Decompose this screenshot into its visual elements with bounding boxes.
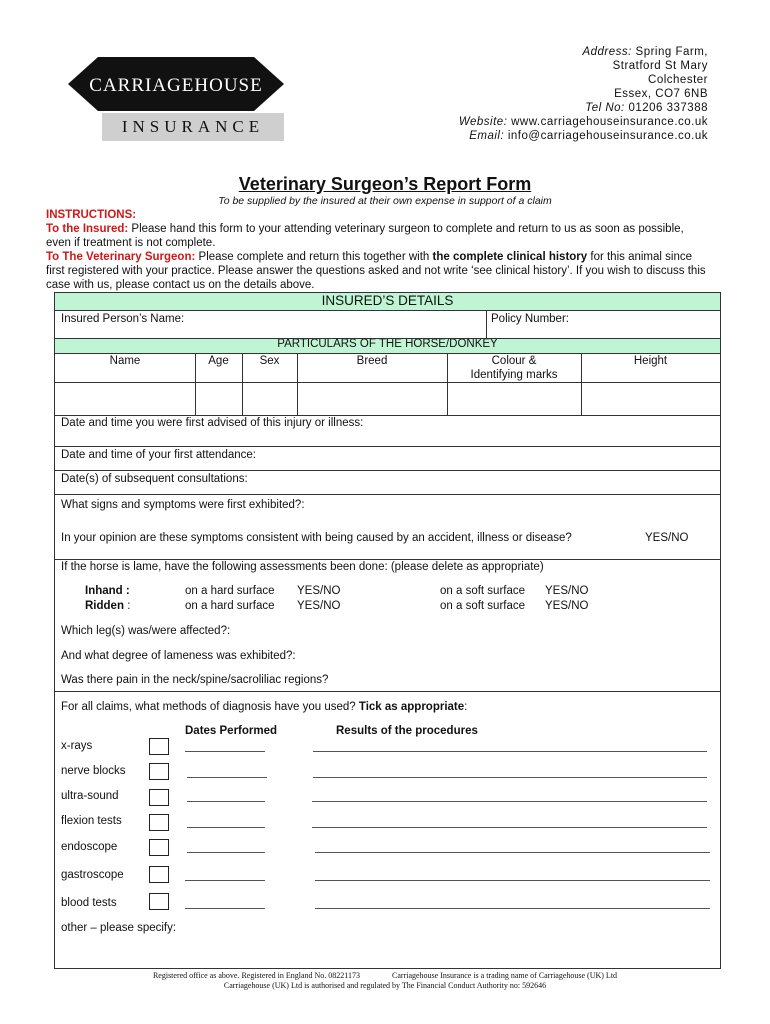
policy-number-field[interactable] (585, 311, 715, 337)
method-xrays: x-rays (61, 740, 93, 752)
blood-tests-date-field[interactable] (185, 908, 265, 909)
logo-top-text: CARRIAGEHOUSE (89, 75, 263, 96)
dates-performed-header: Dates Performed (185, 725, 278, 737)
logo-bottom-text: INSURANCE (102, 113, 284, 141)
company-address (459, 45, 708, 143)
col-height: Height (633, 355, 668, 367)
endoscope-date-field[interactable] (187, 852, 265, 853)
col-colour: Colour & (491, 355, 537, 367)
email-label: Email: (469, 130, 505, 142)
report-form (54, 292, 721, 969)
endoscope-checkbox[interactable] (149, 839, 169, 856)
insured-details-heading: INSURED’S DETAILS (321, 293, 454, 308)
horse-name-field[interactable] (57, 384, 193, 413)
horse-breed-field[interactable] (299, 384, 445, 413)
method-ultra-sound: ultra-sound (61, 790, 119, 802)
ridden-hard-surface: on a hard surface (185, 600, 275, 612)
footer-trading-name: Carriagehouse Insurance is a trading name of Carriagehouse (UK) Ltd (392, 971, 618, 980)
method-gastroscope: gastroscope (61, 869, 124, 881)
address-line1: Spring Farm, (635, 46, 708, 58)
q-methods-text: For all claims, what methods of diagnosis have you used? (61, 701, 356, 713)
vet-instructions-bold: the complete clinical history (432, 251, 588, 263)
inhand-soft-surface: on a soft surface (440, 585, 526, 597)
horse-sex-field[interactable] (244, 384, 295, 413)
gastroscope-result-field[interactable] (315, 880, 710, 881)
particulars-heading: PARTICULARS OF THE HORSE/DONKEY (277, 338, 498, 350)
other-specify-field[interactable] (185, 919, 715, 963)
inhand-hard-surface: on a hard surface (185, 585, 275, 597)
q-symptoms-consistent: In your opinion are these symptoms consistent with being caused by an accident, illness or disease? (61, 532, 572, 544)
address-line3: Colchester (648, 74, 708, 86)
instructions-heading: INSTRUCTIONS: (46, 209, 137, 221)
address-line4: Essex, CO7 6NB (614, 88, 708, 100)
insured-instructions: Please hand this form to your attending veterinary surgeon to complete and return to us as soon as possible, even if treatment is not complete. (46, 223, 684, 249)
nerve-blocks-date-field[interactable] (187, 777, 267, 778)
inhand-label: Inhand : (85, 585, 130, 597)
method-blood-tests: blood tests (61, 897, 117, 909)
ridden-label: Ridden (85, 600, 124, 612)
q-subsequent-consultations: Date(s) of subsequent consultations: (61, 473, 248, 485)
q-signs-symptoms: What signs and symptoms were first exhibited?: (61, 499, 305, 511)
vet-instructions-1: Please complete and return this together with (198, 251, 430, 263)
col-age: Age (208, 355, 229, 367)
page-title: Veterinary Surgeon’s Report Form (238, 174, 532, 194)
q-methods-colon: : (464, 701, 468, 713)
inhand-hard-yes-no[interactable]: YES/NO (297, 585, 341, 597)
instructions (46, 208, 706, 292)
ridden-soft-surface: on a soft surface (440, 600, 526, 612)
horse-height-field[interactable] (583, 384, 718, 413)
blood-tests-checkbox[interactable] (149, 893, 169, 910)
method-flexion-tests: flexion tests (61, 815, 122, 827)
col-breed: Breed (356, 355, 388, 367)
col-sex: Sex (259, 355, 280, 367)
horse-age-field[interactable] (197, 384, 240, 413)
address-label: Address: (582, 46, 632, 58)
gastroscope-date-field[interactable] (185, 880, 265, 881)
email-value[interactable]: info@carriagehouseinsurance.co.uk (507, 130, 708, 142)
flexion-tests-result-field[interactable] (312, 827, 707, 828)
ridden-colon: : (127, 600, 131, 612)
address-line2: Stratford St Mary (612, 60, 708, 72)
inhand-soft-yes-no[interactable]: YES/NO (545, 585, 589, 597)
col-name: Name (109, 355, 141, 367)
ridden-label-wrap (85, 600, 130, 612)
flexion-tests-date-field[interactable] (187, 827, 265, 828)
xrays-result-field[interactable] (313, 751, 707, 752)
q-pain-regions: Was there pain in the neck/spine/sacroliliac regions? (61, 674, 329, 686)
vet-instructions-2: for this animal since first registered with your practice. Please answer the questions asked and not write ‘see clinical history’. If you wish to discuss this case with us, please contact us on the details above. (46, 251, 706, 291)
tick-as-appropriate: Tick as appropriate (358, 701, 465, 713)
xrays-date-field[interactable] (185, 751, 265, 752)
website-label: Website: (458, 116, 508, 128)
policy-number-label: Policy Number: (491, 313, 569, 325)
blood-tests-result-field[interactable] (315, 908, 710, 909)
q-first-advised: Date and time you were first advised of this injury or illness: (61, 417, 364, 429)
ultra-sound-result-field[interactable] (312, 801, 707, 802)
tel-value: 01206 337388 (628, 102, 708, 114)
footer-regulation: Carriagehouse (UK) Ltd is authorised and regulated by The Financial Conduct Authority no: 592646 (223, 981, 547, 990)
q-lameness-assessments: If the horse is lame, have the following assessments been done: (please delete as appropriate) (61, 561, 544, 573)
xrays-checkbox[interactable] (149, 738, 169, 755)
method-endoscope: endoscope (61, 841, 118, 853)
endoscope-result-field[interactable] (315, 852, 710, 853)
insured-name-field[interactable] (205, 311, 480, 337)
footer-registration: Registered office as above. Registered in England No. 08221173 (152, 971, 361, 980)
consistent-yes-no[interactable]: YES/NO (645, 532, 689, 544)
q-diagnosis-methods (61, 701, 467, 713)
gastroscope-checkbox[interactable] (149, 866, 169, 883)
page-subtitle: To be supplied by the insured at their own expense in support of a claim (218, 195, 552, 207)
q-lameness-degree: And what degree of lameness was exhibited?: (61, 650, 296, 662)
website-value[interactable]: www.carriagehouseinsurance.co.uk (511, 116, 708, 128)
nerve-blocks-checkbox[interactable] (149, 763, 169, 780)
company-logo (68, 57, 284, 141)
col-identifying-marks: Identifying marks (470, 369, 558, 381)
insured-label: To the Insured: (46, 223, 129, 235)
tel-label: Tel No: (585, 102, 625, 114)
ultra-sound-date-field[interactable] (187, 801, 265, 802)
q-first-attendance: Date and time of your first attendance: (61, 449, 256, 461)
flexion-tests-checkbox[interactable] (149, 814, 169, 831)
vet-label: To The Veterinary Surgeon: (46, 251, 196, 263)
page-footer (0, 971, 770, 991)
method-nerve-blocks: nerve blocks (61, 765, 126, 777)
nerve-blocks-result-field[interactable] (313, 777, 707, 778)
q-legs-affected: Which leg(s) was/were affected?: (61, 625, 231, 637)
ridden-hard-yes-no[interactable]: YES/NO (297, 600, 341, 612)
insured-name-label: Insured Person’s Name: (61, 313, 185, 325)
other-specify-label: other – please specify: (61, 922, 177, 934)
ridden-soft-yes-no[interactable]: YES/NO (545, 600, 589, 612)
results-header: Results of the procedures (336, 725, 478, 737)
ultra-sound-checkbox[interactable] (149, 789, 169, 806)
horse-colour-field[interactable] (449, 384, 579, 413)
